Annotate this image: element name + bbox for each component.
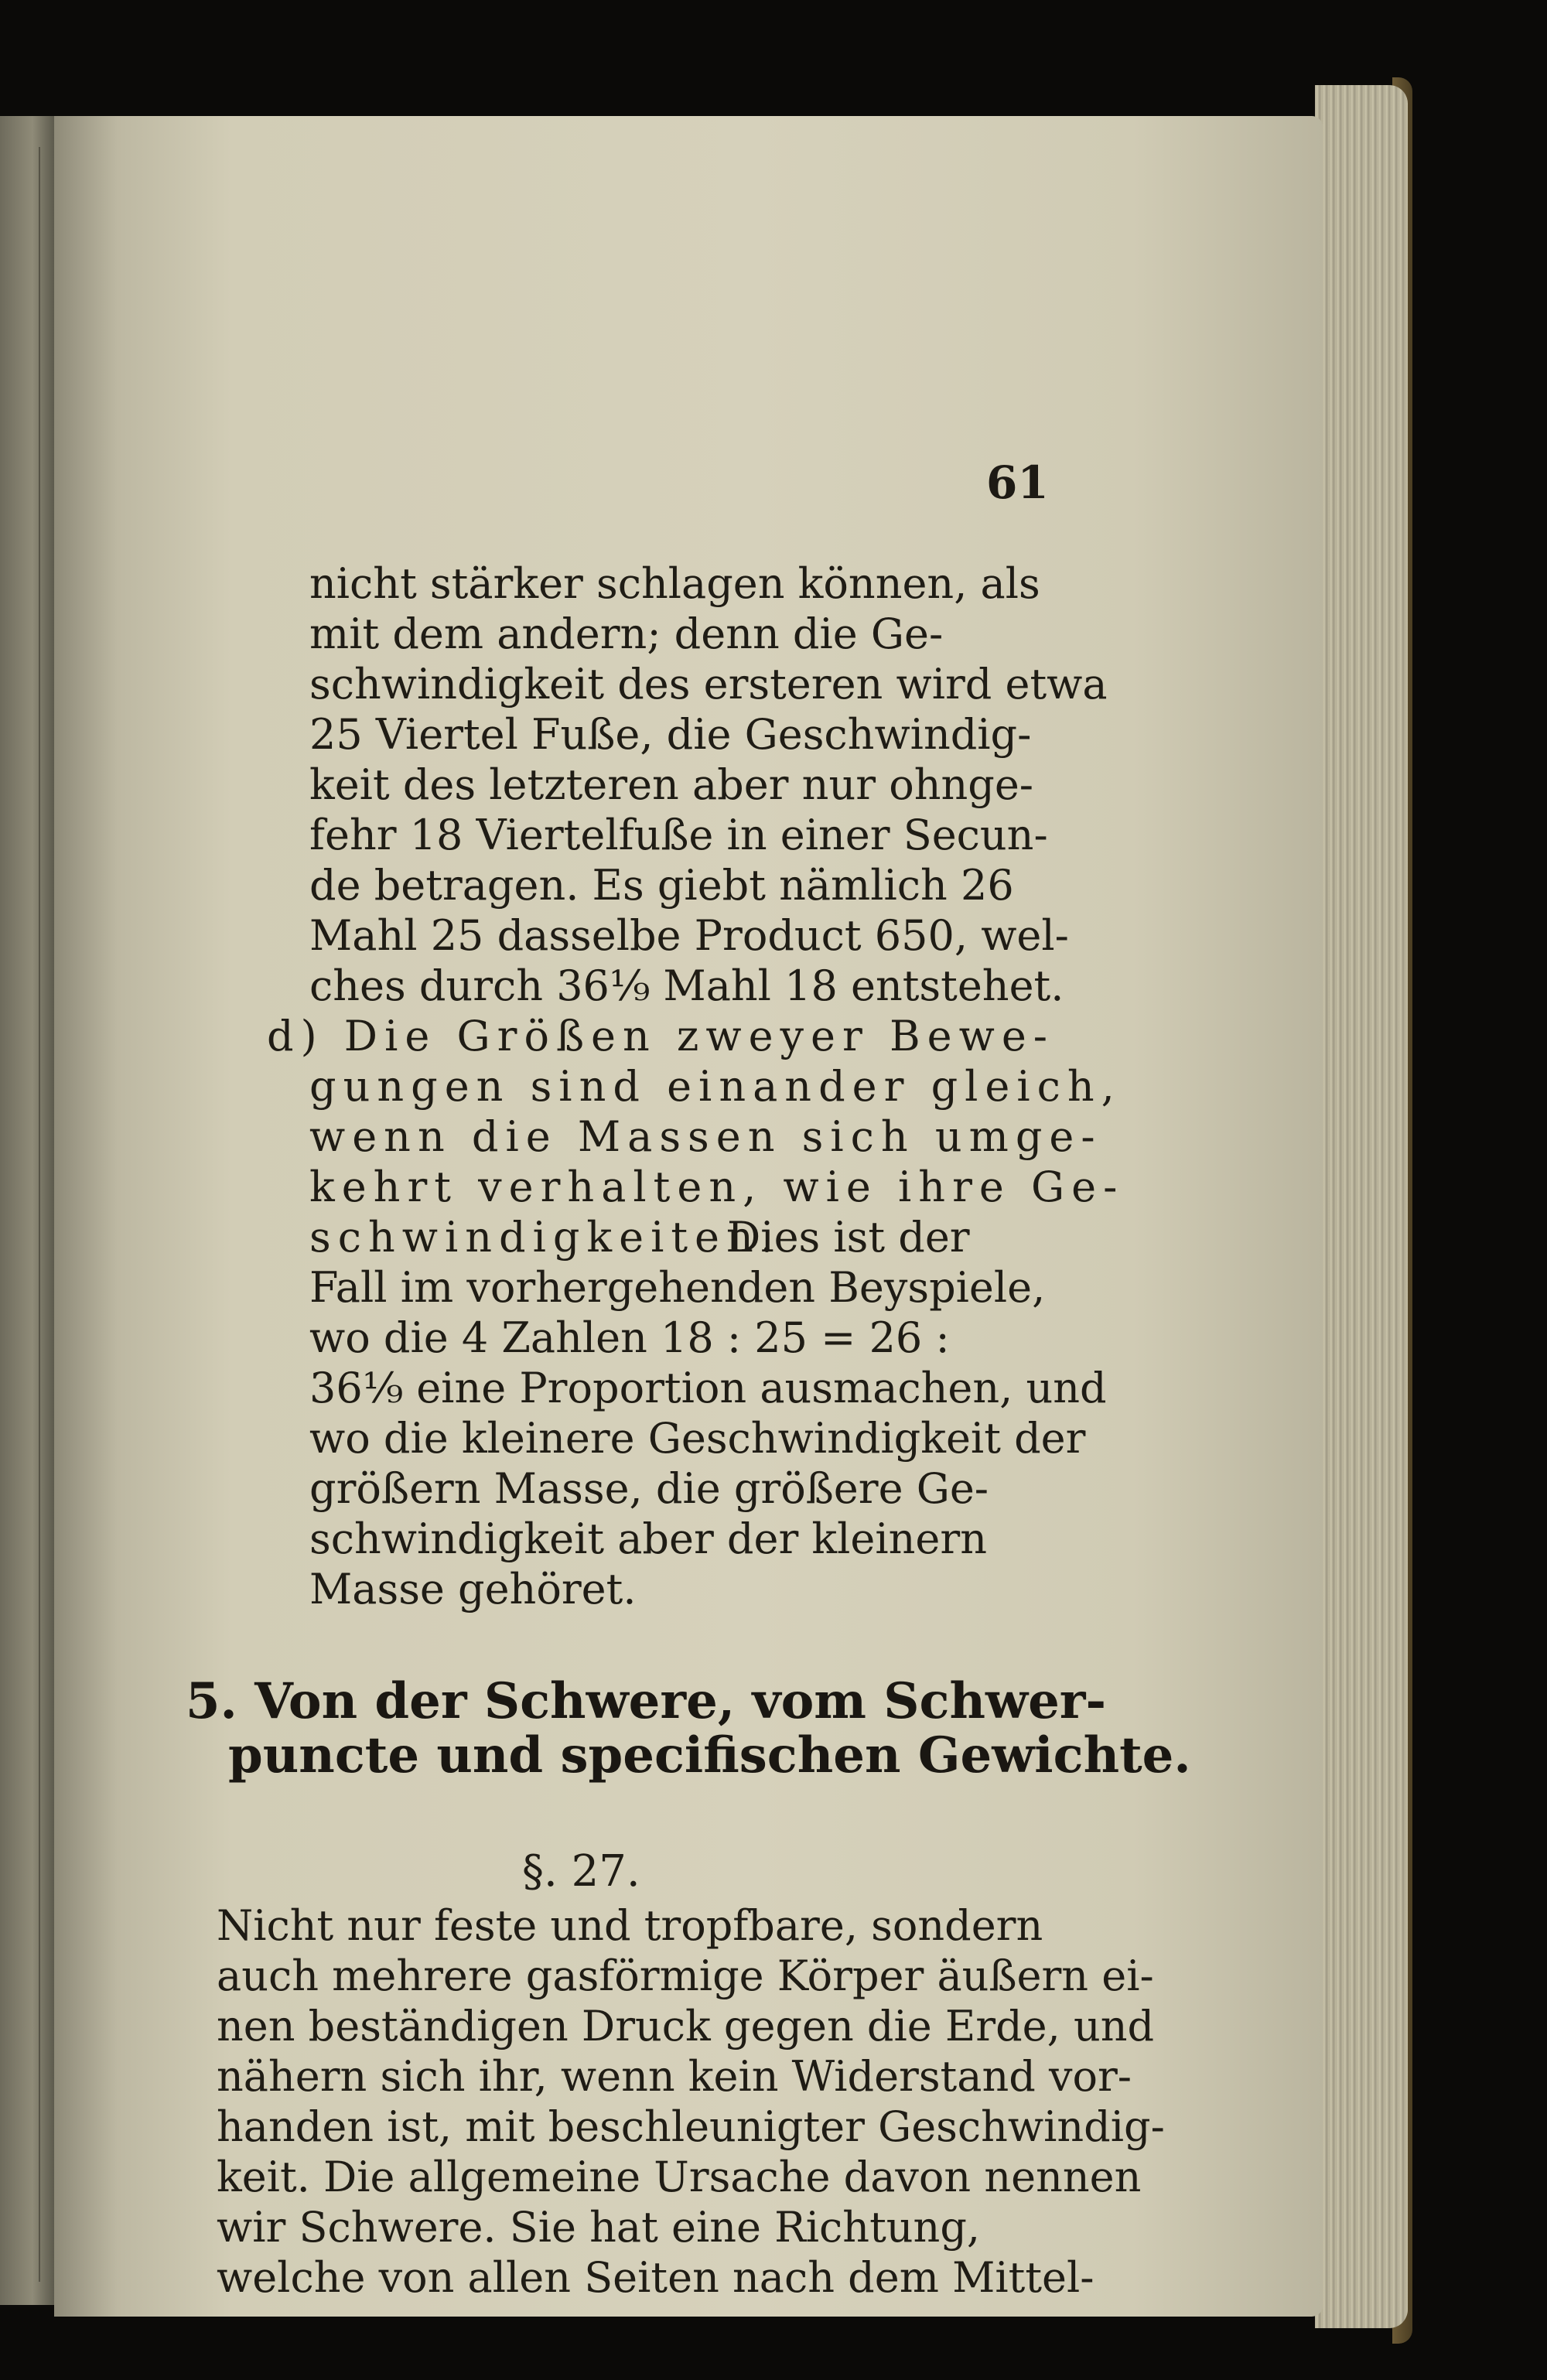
text-line-emphasis: kehrt verhalten, wie ihre Ge- <box>309 1163 1125 1211</box>
text-line: 36⅑ eine Proportion ausmachen, und <box>309 1364 1107 1412</box>
text-line-emphasis: d) Die Größen zweyer Bewe- <box>267 1012 1055 1060</box>
text-line: auch mehrere gasförmige Körper äußern ei- <box>217 1951 1154 2000</box>
text-line: schwindigkeit des ersteren wird etwa <box>309 660 1108 709</box>
text-line: mit dem andern; denn die Ge- <box>309 610 944 658</box>
book-page <box>54 116 1323 2317</box>
text-line: keit. Die allgemeine Ursache davon nennen <box>217 2153 1142 2201</box>
text-line: ches durch 36⅑ Mahl 18 entstehet. <box>309 961 1064 1010</box>
text-line: nen beständigen Druck gegen die Erde, und <box>217 2002 1155 2050</box>
text-line: nicht stärker schlagen können, als <box>309 559 1040 608</box>
text-line: Nicht nur feste und tropfbare, sondern <box>217 1901 1043 1950</box>
section-heading: puncte und specifischen Gewichte. <box>228 1726 1191 1784</box>
text-line: Fall im vorhergehenden Beyspiele, <box>309 1263 1046 1312</box>
page-number: 61 <box>986 456 1049 509</box>
text-line-emphasis: wenn die Massen sich umge- <box>309 1112 1102 1161</box>
section-heading: 5. Von der Schwere, vom Schwer- <box>186 1672 1107 1730</box>
page-block-edge <box>1315 85 1408 2328</box>
text-line: nähern sich ihr, wenn kein Widerstand vor- <box>217 2052 1132 2101</box>
text-line: welche von allen Seiten nach dem Mittel- <box>217 2253 1095 2302</box>
text-line: wo die 4 Zahlen 18 : 25 = 26 : <box>309 1313 950 1362</box>
text-line: de betragen. Es giebt nämlich 26 <box>309 861 1014 910</box>
text-line: wir Schwere. Sie hat eine Richtung, <box>217 2203 981 2252</box>
text-line: größern Masse, die größere Ge- <box>309 1464 989 1513</box>
facing-page-edge <box>0 116 54 2305</box>
text-line: fehr 18 Viertelfuße in einer Secun- <box>309 811 1048 859</box>
gutter-shadow <box>39 147 40 2282</box>
text-line: 25 Viertel Fuße, die Geschwindig- <box>309 710 1032 759</box>
text-line: schwindigkeit aber der kleinern <box>309 1514 987 1563</box>
text-line: keit des letzteren aber nur ohnge- <box>309 760 1034 809</box>
text-line-emphasis: schwindigkeiten. <box>309 1213 780 1262</box>
text-line: wo die kleinere Geschwindigkeit der <box>309 1414 1086 1463</box>
text-line: Mahl 25 dasselbe Product 650, wel- <box>309 911 1069 960</box>
text-line-emphasis: gungen sind einander gleich, <box>309 1062 1122 1111</box>
text-line: Masse gehöret. <box>309 1565 637 1613</box>
section-number: §. 27. <box>522 1846 640 1897</box>
text-line: handen ist, mit beschleunigter Geschwindig- <box>217 2102 1165 2151</box>
text-line: Dies ist der <box>727 1213 970 1262</box>
